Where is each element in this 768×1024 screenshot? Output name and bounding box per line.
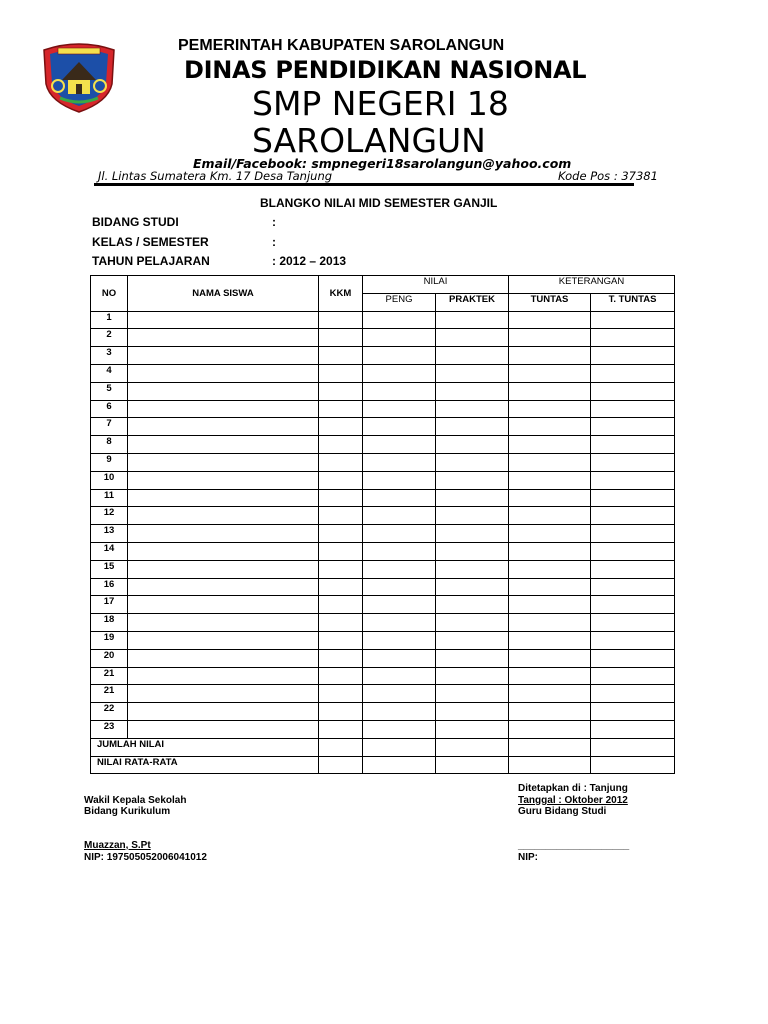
sign-right-line: ____________________ bbox=[518, 840, 630, 851]
row-nilai-rata-rata: NILAI RATA-RATA bbox=[91, 756, 319, 774]
school-address: Jl. Lintas Sumatera Km. 17 Desa Tanjung bbox=[98, 169, 333, 183]
table-row bbox=[91, 614, 675, 632]
row-number: 12 bbox=[91, 507, 128, 525]
form-title: BLANGKO NILAI MID SEMESTER GANJIL bbox=[260, 196, 498, 210]
header-no: NO bbox=[91, 276, 128, 312]
row-number: 21 bbox=[91, 685, 128, 703]
regency-emblem-logo bbox=[40, 40, 118, 114]
field-tahun-pelajaran: TAHUN PELAJARAN : 2012 – 2013 bbox=[92, 254, 347, 268]
header-nama-siswa: NAMA SISWA bbox=[128, 276, 319, 312]
table-row bbox=[91, 471, 675, 489]
sign-date: Tanggal : Oktober 2012 bbox=[518, 795, 628, 806]
row-number: 5 bbox=[91, 382, 128, 400]
row-number: 13 bbox=[91, 525, 128, 543]
table-row bbox=[91, 436, 675, 454]
header-peng: PENG bbox=[363, 293, 436, 311]
sign-left-name: Muazzan, S.Pt bbox=[84, 840, 151, 851]
row-number: 18 bbox=[91, 614, 128, 632]
row-number: 1 bbox=[91, 311, 128, 329]
row-number: 21 bbox=[91, 667, 128, 685]
sign-left-nip: NIP: 197505052006041012 bbox=[84, 852, 207, 863]
row-number: 23 bbox=[91, 720, 128, 738]
row-number: 7 bbox=[91, 418, 128, 436]
sign-right-title: Guru Bidang Studi bbox=[518, 806, 607, 817]
row-jumlah-nilai: JUMLAH NILAI bbox=[91, 738, 319, 756]
table-row bbox=[91, 382, 675, 400]
table-row bbox=[91, 560, 675, 578]
table-row bbox=[91, 720, 675, 738]
sign-left-title1: Wakil Kepala Sekolah bbox=[84, 795, 187, 806]
header-keterangan: KETERANGAN bbox=[509, 276, 675, 294]
header-tuntas: TUNTAS bbox=[509, 293, 591, 311]
table-row bbox=[91, 400, 675, 418]
table-row bbox=[91, 542, 675, 560]
school-name: SMP NEGERI 18 SAROLANGUN bbox=[252, 84, 509, 160]
table-row-total bbox=[91, 738, 675, 756]
table-row bbox=[91, 596, 675, 614]
row-number: 9 bbox=[91, 453, 128, 471]
table-row bbox=[91, 667, 675, 685]
table-row bbox=[91, 685, 675, 703]
table-row bbox=[91, 649, 675, 667]
header-nilai: NILAI bbox=[363, 276, 509, 294]
table-row bbox=[91, 418, 675, 436]
header-praktek: PRAKTEK bbox=[436, 293, 509, 311]
header-kkm: KKM bbox=[319, 276, 363, 312]
row-number: 19 bbox=[91, 631, 128, 649]
postal-code: Kode Pos : 37381 bbox=[558, 169, 658, 183]
table-row bbox=[91, 578, 675, 596]
row-number: 11 bbox=[91, 489, 128, 507]
school-email: Email/Facebook: smpnegeri18sarolangun@yahoo.com bbox=[193, 156, 572, 171]
department-name: DINAS PENDIDIKAN NASIONAL bbox=[184, 56, 587, 84]
row-number: 10 bbox=[91, 471, 128, 489]
table-row bbox=[91, 507, 675, 525]
row-number: 16 bbox=[91, 578, 128, 596]
row-number: 14 bbox=[91, 542, 128, 560]
table-row bbox=[91, 329, 675, 347]
table-row-average bbox=[91, 756, 675, 774]
table-row bbox=[91, 525, 675, 543]
row-number: 22 bbox=[91, 703, 128, 721]
field-bidang-studi: BIDANG STUDI : bbox=[92, 215, 276, 229]
row-number: 15 bbox=[91, 560, 128, 578]
table-row bbox=[91, 631, 675, 649]
row-number: 6 bbox=[91, 400, 128, 418]
table-row bbox=[91, 703, 675, 721]
government-name: PEMERINTAH KABUPATEN SAROLANGUN bbox=[178, 37, 505, 54]
header-t-tuntas: T. TUNTAS bbox=[591, 293, 675, 311]
row-number: 3 bbox=[91, 347, 128, 365]
row-number: 8 bbox=[91, 436, 128, 454]
sign-place: Ditetapkan di : Tanjung bbox=[518, 783, 628, 794]
table-row bbox=[91, 489, 675, 507]
sign-left-title2: Bidang Kurikulum bbox=[84, 806, 171, 817]
sign-right-nip: NIP: bbox=[518, 852, 538, 863]
table-row bbox=[91, 364, 675, 382]
row-number: 2 bbox=[91, 329, 128, 347]
row-number: 4 bbox=[91, 364, 128, 382]
table-row bbox=[91, 347, 675, 365]
grade-table bbox=[90, 275, 675, 774]
field-kelas-semester: KELAS / SEMESTER : bbox=[92, 235, 276, 249]
row-number: 20 bbox=[91, 649, 128, 667]
table-row bbox=[91, 453, 675, 471]
table-row bbox=[91, 311, 675, 329]
header-divider bbox=[94, 183, 634, 186]
row-number: 17 bbox=[91, 596, 128, 614]
